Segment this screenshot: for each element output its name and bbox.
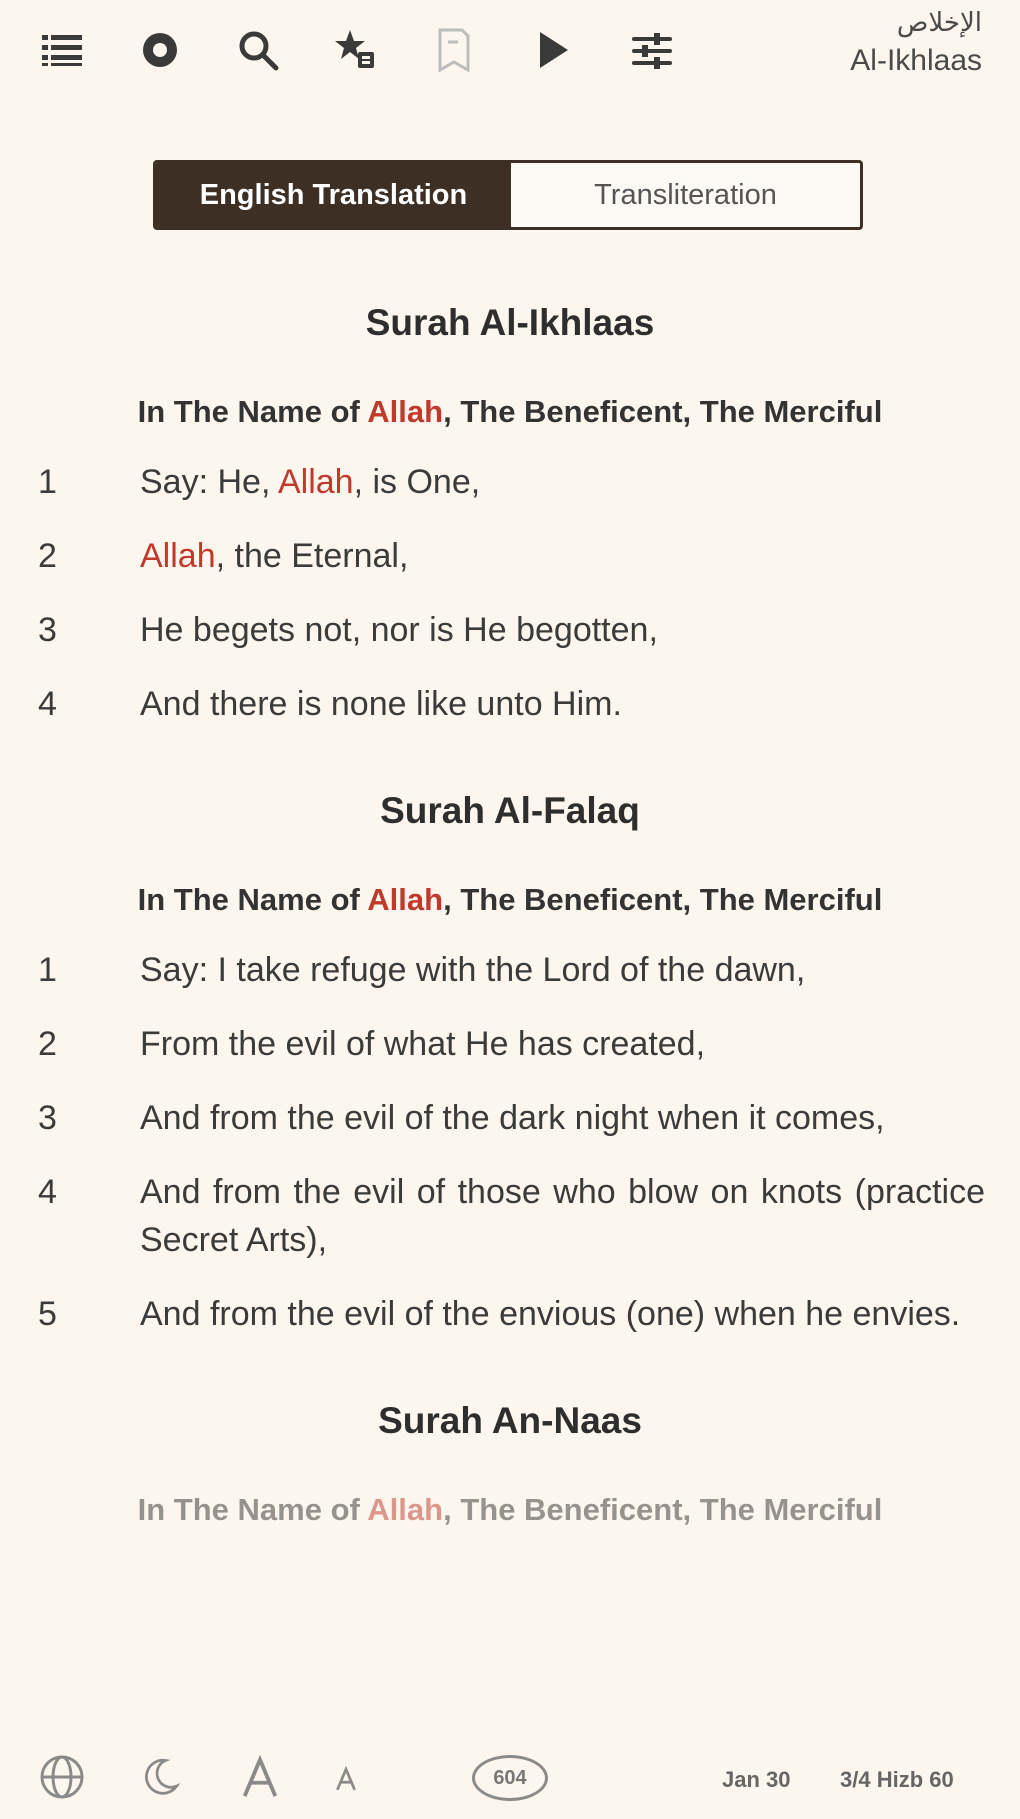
bismillah-allah: Allah — [367, 882, 444, 917]
verse-text: Say: He, Allah, is One, — [140, 463, 481, 501]
verse-row[interactable] — [0, 532, 1020, 580]
page-number-badge[interactable]: 604 — [472, 1755, 548, 1801]
bismillah-text: , The Beneficent, The Merciful — [443, 882, 883, 917]
verse-row[interactable] — [0, 1094, 1020, 1142]
verse-text: From the evil of what He has created, — [140, 1025, 706, 1063]
play-icon[interactable] — [524, 22, 580, 78]
verse-text: He begets not, nor is He begotten, — [140, 611, 658, 649]
verse-number: 1 — [38, 951, 57, 989]
surah-english-name: Al-Ikhlaas — [850, 44, 982, 77]
verse-row[interactable] — [0, 606, 1020, 654]
bismillah-text: , The Beneficent, The Merciful — [443, 394, 883, 429]
surah-arabic-name: الإخلاص — [896, 8, 982, 38]
bismillah-allah: Allah — [367, 1492, 444, 1527]
surah-heading: Surah An-Naas — [378, 1400, 642, 1441]
tab-transliteration[interactable]: Transliteration — [594, 178, 777, 211]
tab-english-translation[interactable]: English Translation — [156, 163, 511, 227]
bismillah-text: In The Name of — [137, 1492, 368, 1527]
verse-number: 4 — [38, 685, 57, 723]
list-icon[interactable] — [34, 22, 90, 78]
verse-text: Say: I take refuge with the Lord of the dawn, — [140, 951, 806, 989]
bismillah-text: In The Name of — [137, 882, 368, 917]
search-icon[interactable] — [230, 22, 286, 78]
bismillah — [0, 882, 1020, 918]
verse-row[interactable] — [0, 946, 1020, 994]
bismillah — [0, 1492, 1020, 1528]
bismillah — [0, 394, 1020, 430]
bismillah-text: , The Beneficent, The Merciful — [443, 1492, 883, 1527]
verse-number: 3 — [38, 611, 57, 649]
night-mode-icon[interactable] — [134, 1751, 186, 1803]
verse-number: 1 — [38, 463, 57, 501]
verse-row[interactable] — [0, 1168, 1020, 1264]
verse-number: 5 — [38, 1295, 57, 1333]
font-decrease-icon[interactable] — [330, 1763, 362, 1795]
hizb-position: 3/4 Hizb 60 — [840, 1767, 954, 1792]
star-bookmark-icon[interactable] — [328, 22, 384, 78]
settings-sliders-icon[interactable] — [624, 22, 680, 78]
translation-mode-toggle — [153, 160, 863, 230]
top-toolbar — [0, 0, 1020, 110]
verse-number: 3 — [38, 1099, 57, 1137]
bottom-toolbar — [0, 1745, 1020, 1819]
translation-content — [0, 280, 1020, 1528]
verse-number: 4 — [38, 1173, 57, 1211]
verse-text: And from the evil of those who blow on knots (practice Secret Arts), — [140, 1173, 985, 1259]
verse-text: And from the evil of the envious (one) when he envies. — [140, 1295, 961, 1333]
bookmark-icon[interactable] — [424, 22, 480, 78]
bismillah-text: In The Name of — [137, 394, 368, 429]
verse-row[interactable] — [0, 680, 1020, 728]
verse-text: And there is none like unto Him. — [140, 685, 622, 723]
verse-row[interactable] — [0, 1290, 1020, 1338]
current-surah-title[interactable] — [850, 8, 982, 78]
verse-number: 2 — [38, 1025, 57, 1063]
surah-heading: Surah Al-Falaq — [380, 790, 640, 831]
verse-text: Allah, the Eternal, — [140, 537, 409, 575]
verse-text: And from the evil of the dark night when it comes, — [140, 1099, 885, 1137]
verse-row[interactable] — [0, 458, 1020, 506]
surah-heading: Surah Al-Ikhlaas — [365, 302, 655, 343]
date-label: Jan 30 — [722, 1767, 791, 1792]
record-icon[interactable] — [132, 22, 188, 78]
font-increase-icon[interactable] — [234, 1749, 286, 1805]
verse-number: 2 — [38, 537, 57, 575]
verse-row[interactable] — [0, 1020, 1020, 1068]
globe-icon[interactable] — [36, 1751, 88, 1803]
bismillah-allah: Allah — [367, 394, 444, 429]
